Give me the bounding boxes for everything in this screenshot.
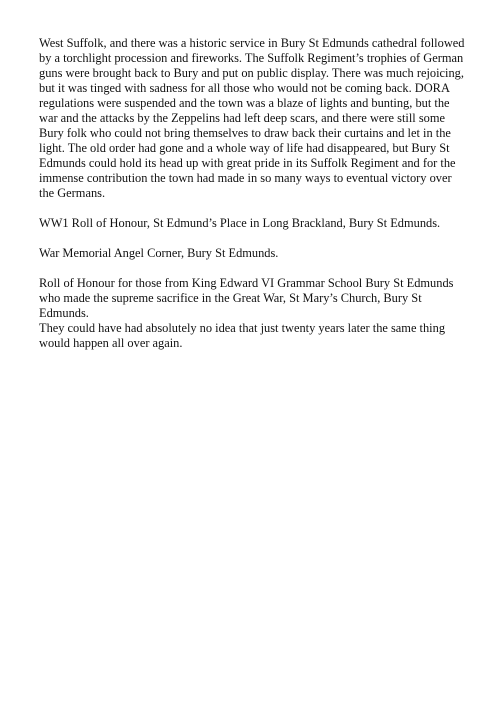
caption-roll-of-honour-grammar-school: Roll of Honour for those from King Edward VI Grammar School Bury St Edmunds who made the supreme sacrifice in the Great War, St Mary’s Church, Bury St Edmunds.: [39, 276, 454, 320]
paragraph-west-suffolk: West Suffolk, and there was a historic service in Bury St Edmunds cathedral followed by a torchlight procession and fireworks. The Suffolk Regiment’s trophies of German guns were brought back to Bury and put on public display. There was much rejoicing, but it was tinged with sadness for all those who would not be coming back. DORA regulations were suspended and the town was a blaze of lights and bunting, but the war and the attacks by the Zeppelins had left deep scars, and there were still some Bury folk who could not bring themselves to draw back their curtains and let in the light. The old order had gone and a whole way of life had disappeared, but Bury St Edmunds could hold its head up with great pride in its Suffolk Regiment and for the immense contribution the town had made in so many ways to eventual victory over the Germans.: [39, 36, 465, 200]
document-body: [39, 36, 469, 351]
paragraph-twenty-years-later: They could have had absolutely no idea that just twenty years later the same thing would happen all over again.: [39, 321, 446, 350]
caption-war-memorial-angel-corner: War Memorial Angel Corner, Bury St Edmunds.: [39, 246, 279, 260]
caption-roll-of-honour-long-brackland: WW1 Roll of Honour, St Edmund’s Place in Long Brackland, Bury St Edmunds.: [39, 216, 441, 230]
